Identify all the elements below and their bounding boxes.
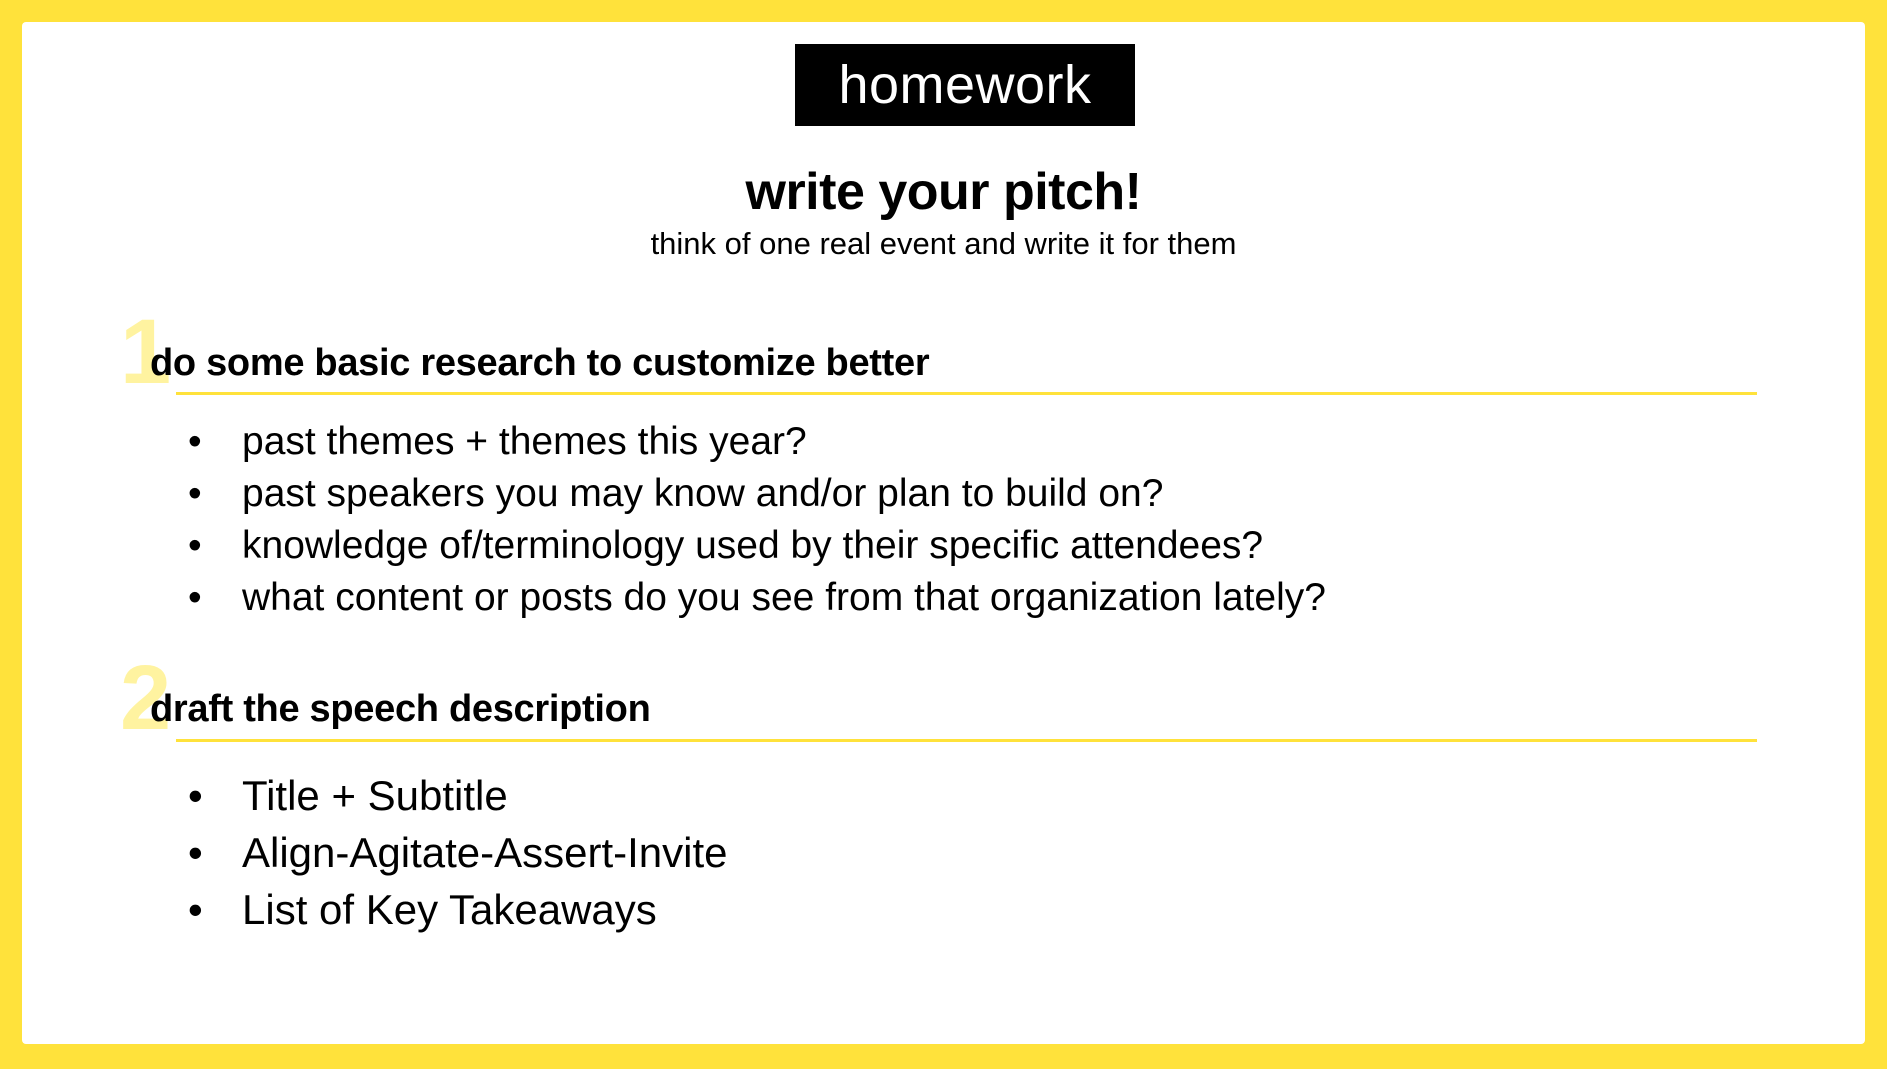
homework-tag: homework <box>795 44 1135 126</box>
section-heading: draft the speech description <box>150 688 651 730</box>
bullet-list <box>184 416 1326 624</box>
list-item: • knowledge of/terminology used by their specific attendees? <box>184 520 1326 572</box>
section-number: 2 <box>120 647 172 749</box>
slide <box>22 22 1865 1044</box>
list-item: • what content or posts do you see from that organization lately? <box>184 572 1326 624</box>
bullet-list <box>184 767 728 938</box>
list-item: • Title + Subtitle <box>184 767 728 824</box>
section-divider <box>176 739 1757 742</box>
section-divider <box>176 392 1757 395</box>
list-item: • past themes + themes this year? <box>184 416 1326 468</box>
section-heading: do some basic research to customize better <box>150 342 930 384</box>
page-title: write your pitch! <box>745 163 1142 221</box>
list-item: • Align-Agitate-Assert-Invite <box>184 824 728 881</box>
page-subtitle: think of one real event and write it for them <box>650 226 1237 261</box>
list-item: • List of Key Takeaways <box>184 881 728 938</box>
section-number: 1 <box>120 301 172 403</box>
list-item: • past speakers you may know and/or plan to build on? <box>184 468 1326 520</box>
